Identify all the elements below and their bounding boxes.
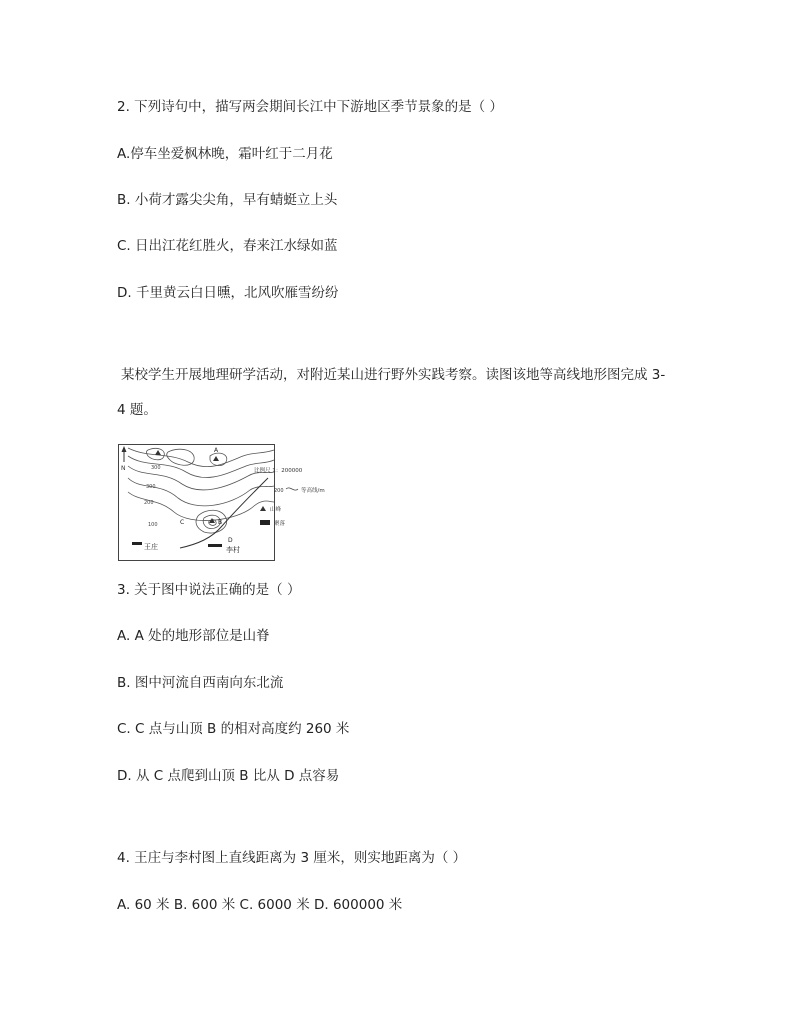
question-2-option-b: B. 小荷才露尖尖角，早有蜻蜓立上头	[117, 192, 338, 208]
contour-label: 300	[151, 465, 161, 471]
village-wangzhuang: 王庄	[144, 543, 158, 551]
point-c-label: C	[180, 519, 185, 526]
north-label: N	[121, 465, 126, 472]
contour-label: 300	[146, 484, 156, 490]
contour-label: 200	[144, 500, 154, 506]
question-3-option-b: B. 图中河流自西南向东北流	[117, 675, 284, 691]
question-3-option-c: C. C 点与山顶 B 的相对高度约 260 米	[117, 721, 350, 737]
legend-peak-label: 山峰	[270, 507, 282, 513]
point-b-label: B	[218, 519, 223, 526]
question-2-option-d: D. 千里黄云白日曛，北风吹雁雪纷纷	[117, 285, 339, 301]
question-2-option-a: A.停车坐爱枫林晚，霜叶红于二月花	[117, 146, 333, 162]
question-4-stem: 4. 王庄与李村图上直线距离为 3 厘米，则实地距离为（ ）	[117, 850, 467, 866]
point-d-label: D	[228, 537, 233, 544]
contour-map	[118, 444, 336, 562]
intro-text-line-1: 某校学生开展地理研学活动，对附近某山进行野外实践考察。读图该地等高线地形图完成 3-	[121, 367, 666, 383]
contour-label: 100	[148, 522, 158, 528]
intro-text-line-2: 4 题。	[117, 402, 157, 418]
legend-village-icon	[260, 520, 270, 525]
question-2-option-c: C. 日出江花红胜火，春来江水绿如蓝	[117, 238, 338, 254]
village-licun: 李村	[226, 546, 240, 554]
question-3-option-d: D. 从 C 点爬到山顶 B 比从 D 点容易	[117, 768, 340, 784]
question-4-options: A. 60 米 B. 600 米 C. 6000 米 D. 600000 米	[117, 897, 403, 913]
question-2-stem: 2. 下列诗句中，描写两会期间长江中下游地区季节景象的是（ ）	[117, 99, 503, 115]
legend-contour-line	[286, 488, 298, 490]
legend-village-label: 聚落	[274, 521, 286, 527]
legend-contour-label: 等高线/m	[301, 488, 325, 494]
legend-contour-value: 200	[274, 488, 284, 494]
point-a-label: A	[214, 447, 219, 454]
question-3-option-a: A. A 处的地形部位是山脊	[117, 628, 270, 644]
question-3-stem: 3. 关于图中说法正确的是（ ）	[117, 582, 301, 598]
map-scale: 比例尺 1：200000	[254, 468, 303, 474]
